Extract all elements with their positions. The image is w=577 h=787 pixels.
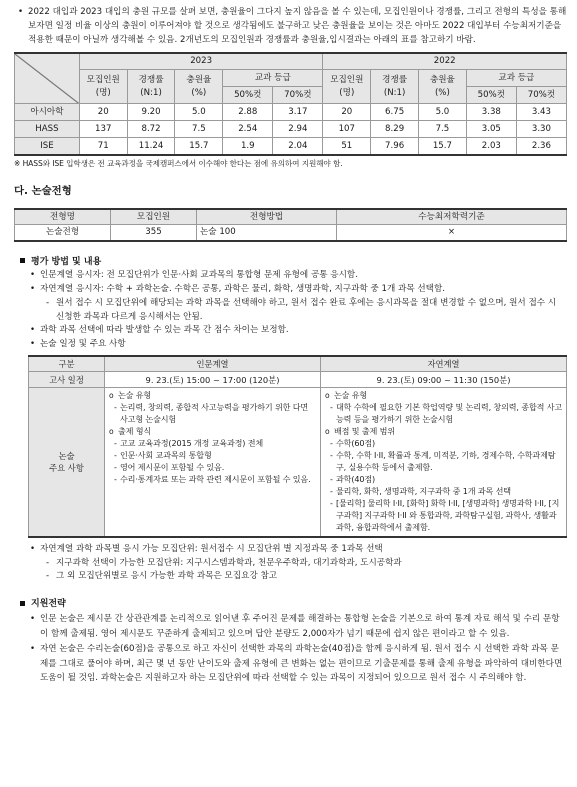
table-cell: 2.04: [273, 138, 323, 155]
circle-item: o 논술 유형: [109, 390, 317, 402]
dash-item: - 수학, 수학 I·II, 확률과 통계, 미적분, 기하, 경제수학, 수학과제탐구, 실용수학 등에서 출제함.: [325, 450, 563, 474]
competition-header: 경쟁률 (N:1): [127, 70, 175, 104]
table-cell: 3.30: [516, 121, 566, 138]
campus-note: ※ HASS와 ISE 입학생은 전 교육과정을 국제캠퍼스에서 이수해야 한다는 점에 유의하여 지원해야 함.: [14, 158, 343, 168]
admission-results-table: [14, 52, 567, 156]
table-cell: 137: [79, 121, 127, 138]
circle-item: o 출제 형식: [109, 426, 317, 438]
dash-item: - [물리학] 물리학 I·II, [화학] 화학 I·II, [생명과학] 생명과학 I·II, [지구과학] 지구과학 I·II 와 통합과학, 과학탐구실험, 과학사, 생활과 과학, 융합과학에서 출제함.: [325, 498, 563, 534]
table-cell: 3.05: [466, 121, 516, 138]
grade-header: 교과 등급: [466, 70, 566, 87]
table-cell: 9.20: [127, 104, 175, 121]
table-cell: 5.0: [175, 104, 223, 121]
dash-item: - 물리학, 화학, 생명과학, 지구과학 중 1개 과목 선택: [325, 486, 563, 498]
table-row: [15, 138, 567, 155]
bullet-item: • 인문 논술은 제시문 간 상관관계를 논리적으로 읽어낸 후 주어진 문제를 해결하는 통합형 논술을 기본으로 하여 통계 자료 해석 및 수리 문항이 함께 출제됨. 영어 제시문도 꾸준하게 출제되고 있으며 답안 분량도 2,000자가 넘기 때문에 쉽지 않은 편이라고 할 수 있음.: [14, 612, 567, 642]
table-cell: 2.36: [516, 138, 566, 155]
table-row: [15, 104, 567, 121]
header-natural: 자연계열: [321, 356, 567, 372]
grade-header: 교과 등급: [223, 70, 323, 87]
bullet-item: • 논술 일정 및 주요 사항: [14, 338, 567, 352]
humanities-details: [105, 388, 321, 537]
min-standard-value: ×: [337, 225, 567, 241]
header-min-standard: 수능최저학력기준: [337, 209, 567, 225]
table-cell: 8.72: [127, 121, 175, 138]
table-row: [15, 225, 567, 241]
type-value: 논술전형: [15, 225, 111, 241]
dash-item: - 그 외 모집단위별로 응시 가능한 과학 과목은 모집요강 참고: [14, 570, 567, 584]
table-cell: 7.5: [419, 121, 467, 138]
table-cell: 15.7: [419, 138, 467, 155]
table-cell: 8.29: [371, 121, 419, 138]
competition-header: 경쟁률 (N:1): [371, 70, 419, 104]
method-value: 논술 100: [197, 225, 337, 241]
dash-item: - 과학(40점): [325, 474, 563, 486]
fill-rate-header: 충원율 (%): [419, 70, 467, 104]
bullet-item: • 자연 논술은 수리논술(60점)을 공통으로 하고 자신이 선택한 과목의 과학논술(40점)을 함께 응시하게 됨. 원서 접수 시 선택한 과학 과목 문제를 그대로 풀어야 하며, 최근 몇 년 동안 난이도와 출제 유형에 큰 변화는 없는 편이므로 기출문제를 통해 출제 유형을 파악하여 대비한다면 도움이 될 것임. 과학논술은 지원하고자 하는 모집단위에 따라 선택할 수 있는 과목이 지정되어 있으므로 원서 접수 시 주의해야 함.: [14, 642, 567, 687]
table-row: [15, 121, 567, 138]
circle-item: o 논술 유형: [325, 390, 563, 402]
year-2022-header: 2022: [323, 53, 567, 70]
strategy-heading: 지원전략: [14, 598, 567, 612]
dept-name: ISE: [15, 138, 80, 155]
cut-70-header: 70%컷: [516, 87, 566, 104]
dash-item: - 영어 제시문이 포함될 수 있음.: [109, 462, 317, 474]
header-recruit: 모집인원: [111, 209, 197, 225]
bullet-item: • 자연계열 과학 과목별 응시 가능 모집단위: 원서접수 시 모집단위 별 지정과목 중 1과목 선택: [14, 543, 567, 557]
table-cell: 1.9: [223, 138, 273, 155]
dash-item: - 수리·통계자료 또는 과학 관련 제시문이 포함될 수 있음.: [109, 474, 317, 486]
date-humanities: 9. 23.(토) 15:00 ~ 17:00 (120분): [105, 372, 321, 388]
eval-heading: 평가 방법 및 내용: [14, 256, 567, 270]
table-cell: 6.75: [371, 104, 419, 121]
essay-admission-table: [14, 208, 567, 242]
square-bullet-icon: [20, 258, 25, 263]
cut-50-header: 50%컷: [466, 87, 516, 104]
bullet-item: • 자연계열 응시자: 수학 + 과학논술. 수학은 공통, 과학은 물리, 화학, 생명과학, 지구과학 중 1개 과목 선택함.: [14, 283, 567, 297]
dash-item: - 인문·사회 교과목의 통합형: [109, 450, 317, 462]
table-cell: 3.43: [516, 104, 566, 121]
main-label: 논술 주요 사항: [29, 388, 105, 537]
table-cell: 107: [323, 121, 371, 138]
dash-item: - 수학(60점): [325, 438, 563, 450]
cut-50-header: 50%컷: [223, 87, 273, 104]
circle-item: o 배점 및 출제 범위: [325, 426, 563, 438]
year-2023-header: 2023: [79, 53, 323, 70]
table-cell: 2.54: [223, 121, 273, 138]
table-cell: 3.17: [273, 104, 323, 121]
table-cell: 20: [79, 104, 127, 121]
recruit-header: 모집인원 (명): [79, 70, 127, 104]
table-cell: 2.88: [223, 104, 273, 121]
header-type: 전형명: [15, 209, 111, 225]
date-natural: 9. 23.(토) 09:00 ~ 11:30 (150분): [321, 372, 567, 388]
bullet-item: • 인문계열 응시자: 전 모집단위가 인문·사회 교과목의 통합형 문제 유형에 공통 응시함.: [14, 269, 567, 283]
diagonal-header-cell: [15, 53, 80, 104]
dept-name: 아시아학: [15, 104, 80, 121]
section-title: 다. 논술전형: [14, 185, 72, 198]
table-cell: 11.24: [127, 138, 175, 155]
dash-item: - 논리력, 창의력, 종합적 사고능력을 평가하기 위한 다면 사고형 논술시험: [109, 402, 317, 426]
dash-item: - 대학 수학에 필요한 기본 학업역량 및 논리력, 창의력, 종합적 사고능력 등을 평가하기 위한 논술시험: [325, 402, 563, 426]
cut-70-header: 70%컷: [273, 87, 323, 104]
dash-item: - 지구과학 선택이 가능한 모집단위: 지구시스템과학과, 천문우주학과, 대기과학과, 도시공학과: [14, 557, 567, 571]
date-label: 고사 일정: [29, 372, 105, 388]
recruit-value: 355: [111, 225, 197, 241]
dash-item: - 고교 교육과정(2015 개정 교육과정) 전체: [109, 438, 317, 450]
table-cell: 2.03: [466, 138, 516, 155]
recruit-header: 모집인원 (명): [323, 70, 371, 104]
table-cell: 51: [323, 138, 371, 155]
table-cell: 5.0: [419, 104, 467, 121]
header-category: 구분: [29, 356, 105, 372]
table-cell: 7.96: [371, 138, 419, 155]
table-cell: 2.94: [273, 121, 323, 138]
table-cell: 3.38: [466, 104, 516, 121]
dept-name: HASS: [15, 121, 80, 138]
header-humanities: 인문계열: [105, 356, 321, 372]
table-cell: 20: [323, 104, 371, 121]
dash-item: - 원서 접수 시 모집단위에 해당되는 과학 과목을 선택해야 하고, 원서 접수 완료 후에는 응시과목을 절대 변경할 수 없으며, 원서 접수 시 신청한 과목과 다르게 응시해서는 안됨.: [14, 297, 567, 325]
square-bullet-icon: [20, 601, 25, 606]
after-table-notes: [14, 543, 567, 584]
table-cell: 71: [79, 138, 127, 155]
header-method: 전형방법: [197, 209, 337, 225]
natural-details: [321, 388, 567, 537]
fill-rate-header: 충원율 (%): [175, 70, 223, 104]
essay-schedule-table: [28, 355, 567, 538]
table-cell: 7.5: [175, 121, 223, 138]
table-cell: 15.7: [175, 138, 223, 155]
intro-paragraph: • 2022 대입과 2023 대입의 충원 규모를 살펴 보면, 충원율이 그다지 높지 않음을 볼 수 있는데, 모집인원이나 경쟁률, 그리고 전형의 특성을 통해 보자면 일정 비율 이상의 충원이 이루어져야 할 것으로 생각됨에도 불구하고 낮은 충원율을 보이는 것은 아마도 2022 대입부터 수능최저기준을 적용한 때문이 아닐까 생각해볼 수 있음. 2개년도의 모집인원과 경쟁률과 충원율,입시결과는 아래의 표를 참고하기 바람.: [14, 6, 567, 48]
bullet-item: • 과학 과목 선택에 따라 발생할 수 있는 과목 간 점수 차이는 보정함.: [14, 324, 567, 338]
